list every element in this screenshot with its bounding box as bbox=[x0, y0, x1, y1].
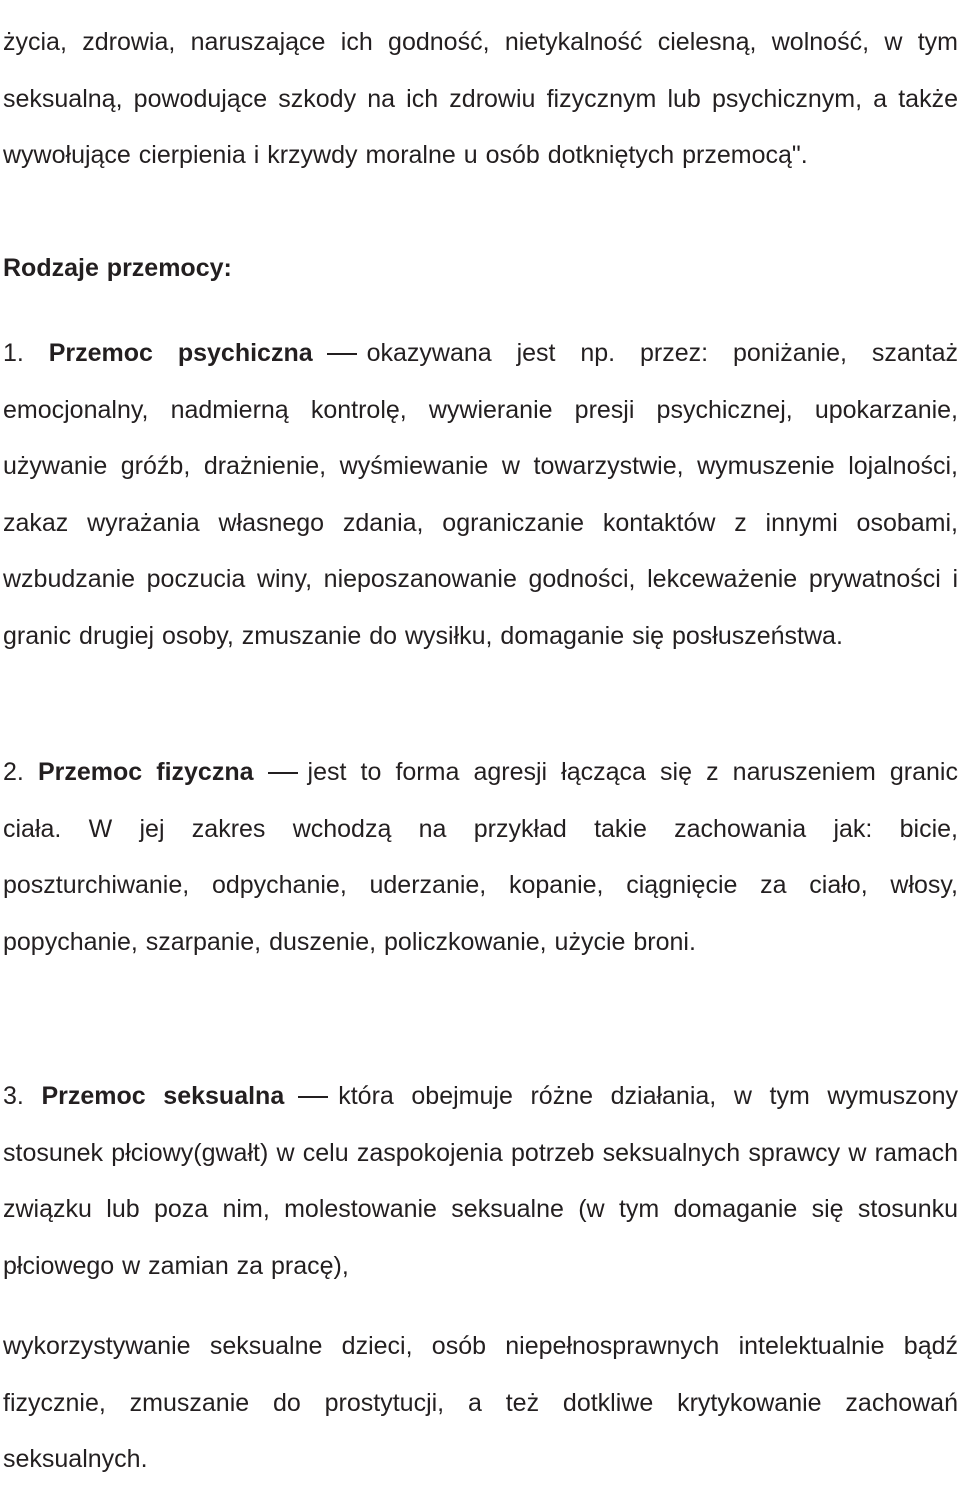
intro-paragraph: życia, zdrowia, naruszające ich godność, nietykalność cielesną, wolność, w tym seksualną, powodujące szkody na ich zdrowiu fizycznym lub psychicznym, a także wywołujące cierpienia i krzywdy moralne u osób dotkniętych przemocą". bbox=[3, 28, 958, 169]
list-item-sexual-continued: wykorzystywanie seksualne dzieci, osób niepełnosprawnych intelektualnie bądź fizycznie, zmuszanie do prostytucji, a też dotkliwe krytykowanie zachowań seksualnych. bbox=[3, 1332, 958, 1473]
item-text: jest to forma agresji łącząca się z naruszeniem granic ciała. W jej zakres wchodzą na przykład takie zachowania jak: bicie, poszturchiwanie, odpychanie, uderzanie, kopanie, ciągnięcie za ciało, włosy, popychanie, szarpanie, duszenie, policzkowanie, użycie broni. bbox=[3, 758, 958, 956]
list-item-sexual bbox=[3, 1068, 958, 1294]
section-heading: Rodzaje przemocy: bbox=[3, 254, 232, 282]
dash-separator bbox=[298, 1096, 328, 1098]
list-item-psychological bbox=[3, 325, 958, 664]
dash-separator bbox=[327, 353, 357, 355]
item-number: 2. bbox=[3, 758, 24, 786]
item-text: okazywana jest np. przez: poniżanie, szantaż emocjonalny, nadmierną kontrolę, wywieranie presji psychicznej, upokarzanie, używanie gróźb, drażnienie, wyśmiewanie w towarzystwie, wymuszenie lojalności, zakaz wyrażania własnego zdania, ograniczanie kontaktów z innymi osobami, wzbudzanie poczucia winy, nieposzanowanie godności, lekceważenie prywatności i granic drugiej osoby, zmuszanie do wysiłku, domaganie się posłuszeństwa. bbox=[3, 339, 958, 650]
item-title: Przemoc psychiczna bbox=[48, 339, 313, 367]
item-title: Przemoc fizyczna bbox=[37, 758, 254, 786]
item-number: 1. bbox=[3, 339, 24, 367]
item-title: Przemoc seksualna bbox=[41, 1082, 285, 1110]
item-text: która obejmuje różne działania, w tym wymuszony stosunek płciowy(gwałt) w celu zaspokojenia potrzeb seksualnych sprawcy w ramach związku lub poza nim, molestowanie seksualne (w tym domaganie się stosunku płciowego w zamian za pracę), bbox=[3, 1082, 958, 1280]
list-item-physical bbox=[3, 744, 958, 970]
dash-separator bbox=[268, 772, 298, 774]
item-number: 3. bbox=[3, 1082, 24, 1110]
